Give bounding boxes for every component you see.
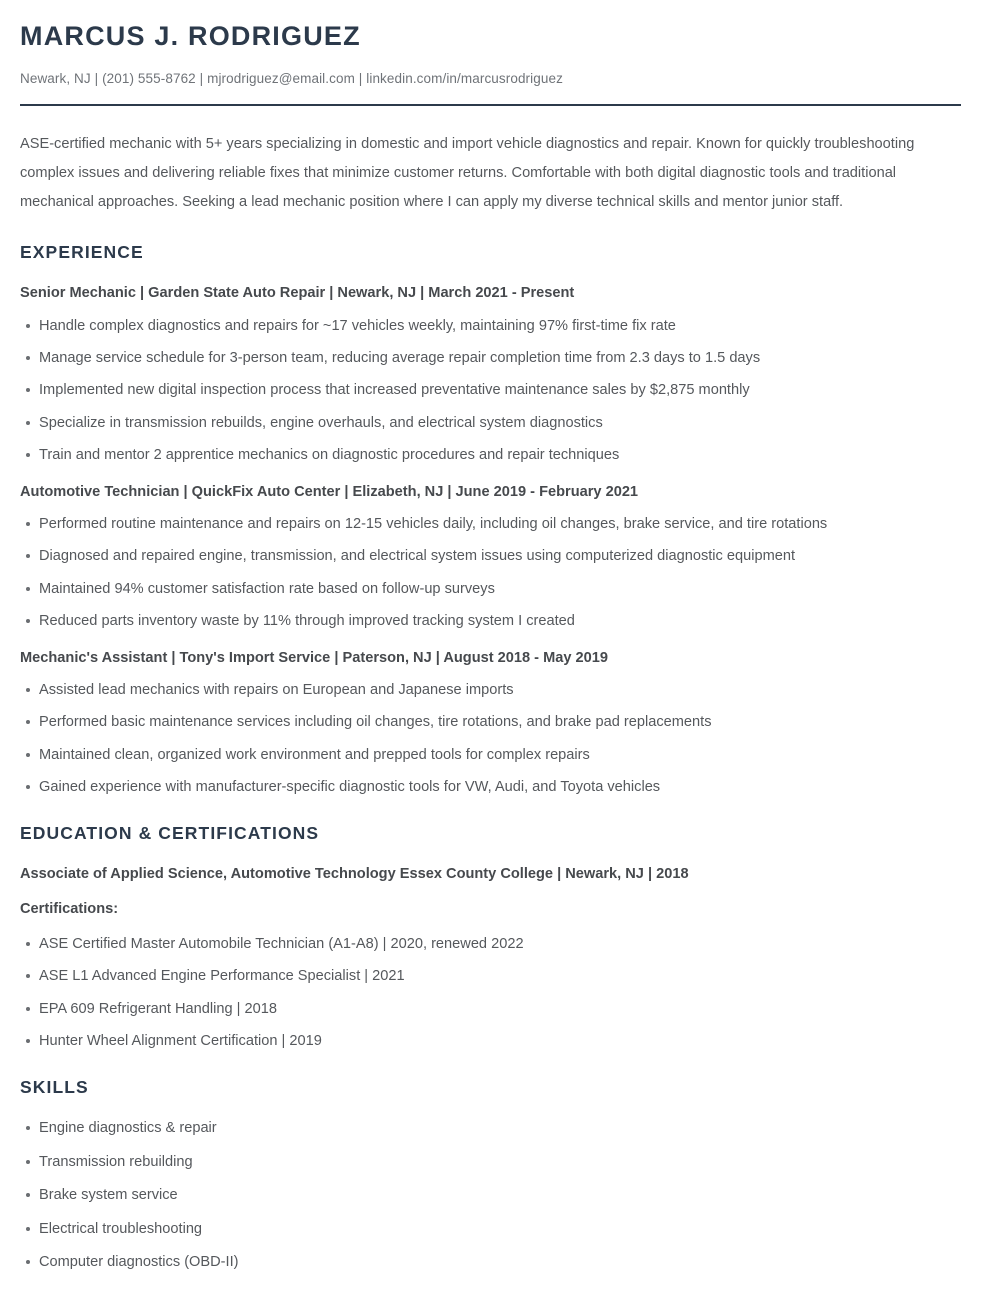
list-item: Hunter Wheel Alignment Certification | 2019 — [20, 1031, 961, 1051]
list-item: Brake system service — [20, 1185, 961, 1205]
skills-list — [20, 1118, 961, 1272]
list-item: Reduced parts inventory waste by 11% through improved tracking system I created — [20, 611, 961, 631]
list-item: Computer diagnostics (OBD-II) — [20, 1252, 961, 1272]
list-item: Maintained 94% customer satisfaction rate based on follow-up surveys — [20, 579, 961, 599]
education-degree-line: Associate of Applied Science, Automotive Technology Essex County College | Newark, NJ | 2018 — [20, 866, 689, 883]
experience-entry — [20, 283, 961, 465]
professional-summary: ASE-certified mechanic with 5+ years specializing in domestic and import vehicle diagnostics and repair. Known for quickly troubleshooting complex issues and delivering reliable fixes that minimize customer returns. Comfortable with both digital diagnostic tools and traditional mechanical approaches. Seeking a lead mechanic position where I can apply my diverse technical skills and mentor junior staff. — [20, 136, 915, 210]
list-item: Assisted lead mechanics with repairs on European and Japanese imports — [20, 680, 961, 700]
experience-entry-title: Senior Mechanic | Garden State Auto Repair | Newark, NJ | March 2021 - Present — [20, 285, 575, 302]
experience-bullet-list — [20, 316, 961, 466]
header-divider — [20, 104, 961, 106]
contact-line: Newark, NJ | (201) 555-8762 | mjrodriguez@email.com | linkedin.com/in/marcusrodriguez — [20, 70, 563, 86]
experience-bullet-list — [20, 514, 961, 632]
experience-entry — [20, 482, 961, 632]
section-experience — [20, 242, 961, 797]
experience-entry-title: Mechanic's Assistant | Tony's Import Service | Paterson, NJ | August 2018 - May 2019 — [20, 649, 609, 666]
section-heading-education: EDUCATION & CERTIFICATIONS — [20, 823, 320, 844]
list-item: Performed basic maintenance services including oil changes, tire rotations, and brake pad replacements — [20, 712, 961, 732]
list-item: Gained experience with manufacturer-specific diagnostic tools for VW, Audi, and Toyota vehicles — [20, 777, 961, 797]
section-education-certifications — [20, 823, 961, 1051]
section-heading-experience: EXPERIENCE — [20, 242, 144, 263]
experience-bullet-list — [20, 680, 961, 798]
list-item: Handle complex diagnostics and repairs for ~17 vehicles weekly, maintaining 97% first-time fix rate — [20, 316, 961, 336]
list-item: ASE L1 Advanced Engine Performance Specialist | 2021 — [20, 966, 961, 986]
list-item: Implemented new digital inspection process that increased preventative maintenance sales by $2,875 monthly — [20, 380, 961, 400]
list-item: ASE Certified Master Automobile Technician (A1-A8) | 2020, renewed 2022 — [20, 934, 961, 954]
experience-entry — [20, 648, 961, 798]
list-item: EPA 609 Refrigerant Handling | 2018 — [20, 999, 961, 1019]
list-item: Performed routine maintenance and repairs on 12-15 vehicles daily, including oil changes, brake service, and tire rotations — [20, 514, 961, 534]
experience-entry-title: Automotive Technician | QuickFix Auto Center | Elizabeth, NJ | June 2019 - February 2021 — [20, 483, 639, 500]
list-item: Engine diagnostics & repair — [20, 1118, 961, 1138]
list-item: Diagnosed and repaired engine, transmission, and electrical system issues using computerized diagnostic equipment — [20, 546, 961, 566]
resume-header — [20, 22, 961, 106]
list-item: Manage service schedule for 3-person team, reducing average repair completion time from 2.3 days to 1.5 days — [20, 348, 961, 368]
list-item: Train and mentor 2 apprentice mechanics on diagnostic procedures and repair techniques — [20, 445, 961, 465]
list-item: Maintained clean, organized work environment and prepped tools for complex repairs — [20, 745, 961, 765]
list-item: Specialize in transmission rebuilds, engine overhauls, and electrical system diagnostics — [20, 413, 961, 433]
certifications-label: Certifications: — [20, 900, 119, 917]
section-skills — [20, 1077, 961, 1272]
certifications-list — [20, 934, 961, 1052]
list-item: Transmission rebuilding — [20, 1152, 961, 1172]
list-item: Electrical troubleshooting — [20, 1219, 961, 1239]
section-heading-skills: SKILLS — [20, 1077, 89, 1098]
page-title: MARCUS J. RODRIGUEZ — [20, 21, 361, 51]
